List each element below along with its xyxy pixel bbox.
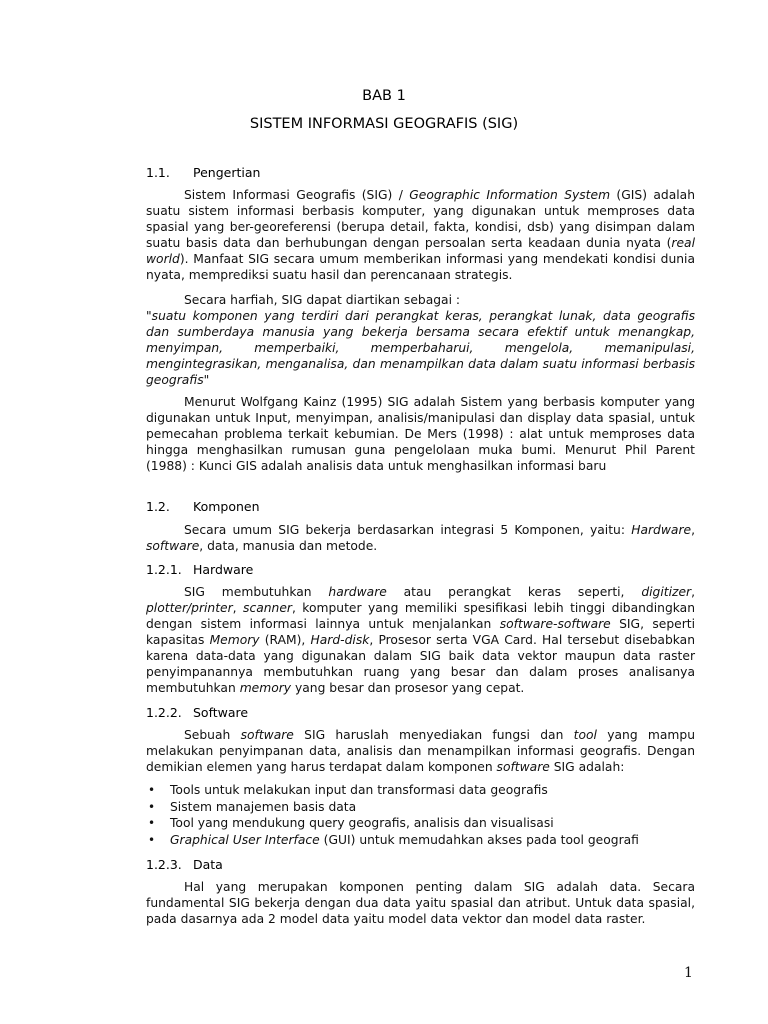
quote-text: "suatu komponen yang terdiri dari perangkat keras, perangkat lunak, data geografis dan sumberdaya manusia yang bekerja bersama secara efektif untuk menangkap, menyimpan, memperbaiki, memperbaharui, mengelola, memanipulasi, mengintegrasikan, menganalisa, dan menampilkan data dalam suatu informasi berbasis geografis" — [146, 309, 695, 387]
paragraph-komponen — [146, 522, 695, 554]
list-item-text: Sistem manajemen basis data — [170, 799, 357, 814]
text-run-italic: scanner — [243, 601, 292, 615]
heading-text: Pengertian — [193, 165, 261, 180]
chapter-number: BAB 1 — [362, 88, 406, 104]
text-run-italic: memory — [239, 681, 292, 695]
heading-1-2-1 — [146, 562, 253, 577]
heading-1-1 — [146, 165, 260, 180]
text-run: Secara harfiah, SIG dapat diartikan sebagai : — [184, 293, 461, 307]
software-elements-list — [146, 782, 695, 848]
text-run: atau perangkat keras seperti, — [386, 585, 642, 599]
text-run: Sistem Informasi Geografis (SIG) / — [184, 188, 410, 202]
text-run: Hal yang merupakan komponen penting dalam SIG adalah data. Secara fundamental SIG bekerja dengan dua data yaitu spasial dan atribut. Untuk data spasial, pada dasarnya ada 2 model data yaitu model data vektor dan model data raster. — [146, 880, 695, 926]
list-item — [146, 832, 695, 849]
paragraph-references — [146, 394, 695, 474]
list-item-text-italic: Graphical User Interface — [170, 832, 320, 847]
list-item — [146, 815, 695, 832]
text-run: yang mampu melakukan penyimpanan data, analisis dan menampilkan informasi geografis. Dengan demikian elemen yang harus terdapat dalam komponen — [146, 728, 695, 774]
heading-1-2-3 — [146, 857, 223, 872]
paragraph-harfiah — [146, 292, 695, 388]
list-item-text: Tool yang mendukung query geografis, analisis dan visualisasi — [170, 816, 554, 830]
heading-text: Hardware — [193, 562, 254, 577]
text-run: , — [691, 585, 695, 599]
heading-number: 1.2.1. — [146, 562, 182, 577]
paragraph-definition — [146, 187, 695, 283]
text-run-italic: digitizer — [641, 585, 692, 599]
text-run-italic: software — [496, 760, 550, 774]
text-run: Menurut Wolfgang Kainz (1995) SIG adalah Sistem yang berbasis komputer yang digunakan untuk Input, menyimpan, analisis/manipulasi dan display data spasial, untuk pemecahan problema terkait kebumian. De Mers (1998) : alat untuk memproses data hingga menghasilkan rumusan guna pengelolaan muka bumi. Menurut Phil Parent (1988) : Kunci GIS adalah analisis data untuk menghasilkan informasi baru — [146, 395, 695, 473]
text-run: SIG membutuhkan — [184, 585, 329, 599]
text-run-italic: Hard-disk — [310, 633, 370, 647]
text-run-italic: Hardware — [631, 523, 692, 537]
chapter-title: SISTEM INFORMASI GEOGRAFIS (SIG) — [249, 116, 519, 132]
heading-number: 1.2.2. — [146, 705, 182, 720]
text-run-italic: software — [146, 539, 200, 553]
text-run: , — [691, 523, 695, 537]
text-run: yang besar dan prosesor yang cepat. — [291, 681, 525, 695]
heading-text: Software — [193, 705, 249, 720]
paragraph-data — [146, 879, 695, 927]
page-number: 1 — [684, 965, 693, 981]
text-run: , data, manusia dan metode. — [199, 539, 378, 553]
text-run: , komputer yang memiliki spesifikasi lebih tinggi dibandingkan dengan sistem informasi lainnya untuk menjalankan — [146, 601, 695, 631]
text-run: SIG haruslah menyediakan fungsi dan — [293, 728, 574, 742]
heading-text: Komponen — [193, 499, 260, 514]
heading-number: 1.2.3. — [146, 857, 182, 872]
heading-number: 1.2. — [146, 499, 170, 514]
list-item-text: Tools untuk melakukan input dan transformasi data geografis — [170, 783, 548, 797]
text-run: , — [232, 601, 244, 615]
text-run: ). Manfaat SIG secara umum memberikan informasi yang mendekati kondisi dunia nyata, memprediksi suatu hasil dan perencanaan strategis. — [146, 252, 695, 282]
text-run-italic: Memory — [209, 633, 260, 647]
list-item-text: (GUI) untuk memudahkan akses pada tool geografi — [319, 832, 639, 847]
text-run: (GIS) adalah suatu sistem informasi berbasis komputer, yang digunakan untuk memproses data spasial yang ber-georeferensi (berupa detail, fakta, kondisi, dsb) yang disimpan dalam suatu basis data dan berhubungan dengan persoalan serta keadaan dunia nyata ( — [146, 188, 695, 250]
text-run-italic: real world — [146, 236, 695, 266]
list-item — [146, 782, 695, 799]
heading-number: 1.1. — [146, 165, 170, 180]
paragraph-hardware — [146, 584, 695, 696]
text-run-italic: software-software — [499, 617, 611, 631]
text-run-italic: software — [240, 728, 294, 742]
text-run-italic: tool — [573, 728, 597, 742]
text-run-italic: plotter/printer — [146, 601, 233, 615]
text-run: SIG, seperti kapasitas — [146, 617, 695, 647]
heading-text: Data — [193, 857, 223, 872]
text-run: , Prosesor serta VGA Card. Hal tersebut disebabkan karena data-data yang digunakan dalam SIG baik data vektor maupun data raster penyimpanannya membutuhkan ruang yang besar dan dalam proses analisanya membutuhkan — [146, 633, 696, 695]
heading-1-2 — [146, 499, 260, 514]
heading-1-2-2 — [146, 705, 248, 720]
text-run: Sebuah — [184, 728, 241, 742]
text-run-italic: Geographic Information System — [409, 188, 611, 202]
list-item — [146, 799, 695, 816]
paragraph-software — [146, 727, 695, 775]
text-run: Secara umum SIG bekerja berdasarkan integrasi 5 Komponen, yaitu: — [184, 523, 632, 537]
text-run-italic: hardware — [328, 585, 387, 599]
text-run: SIG adalah: — [549, 760, 625, 774]
text-run: (RAM), — [259, 633, 311, 647]
